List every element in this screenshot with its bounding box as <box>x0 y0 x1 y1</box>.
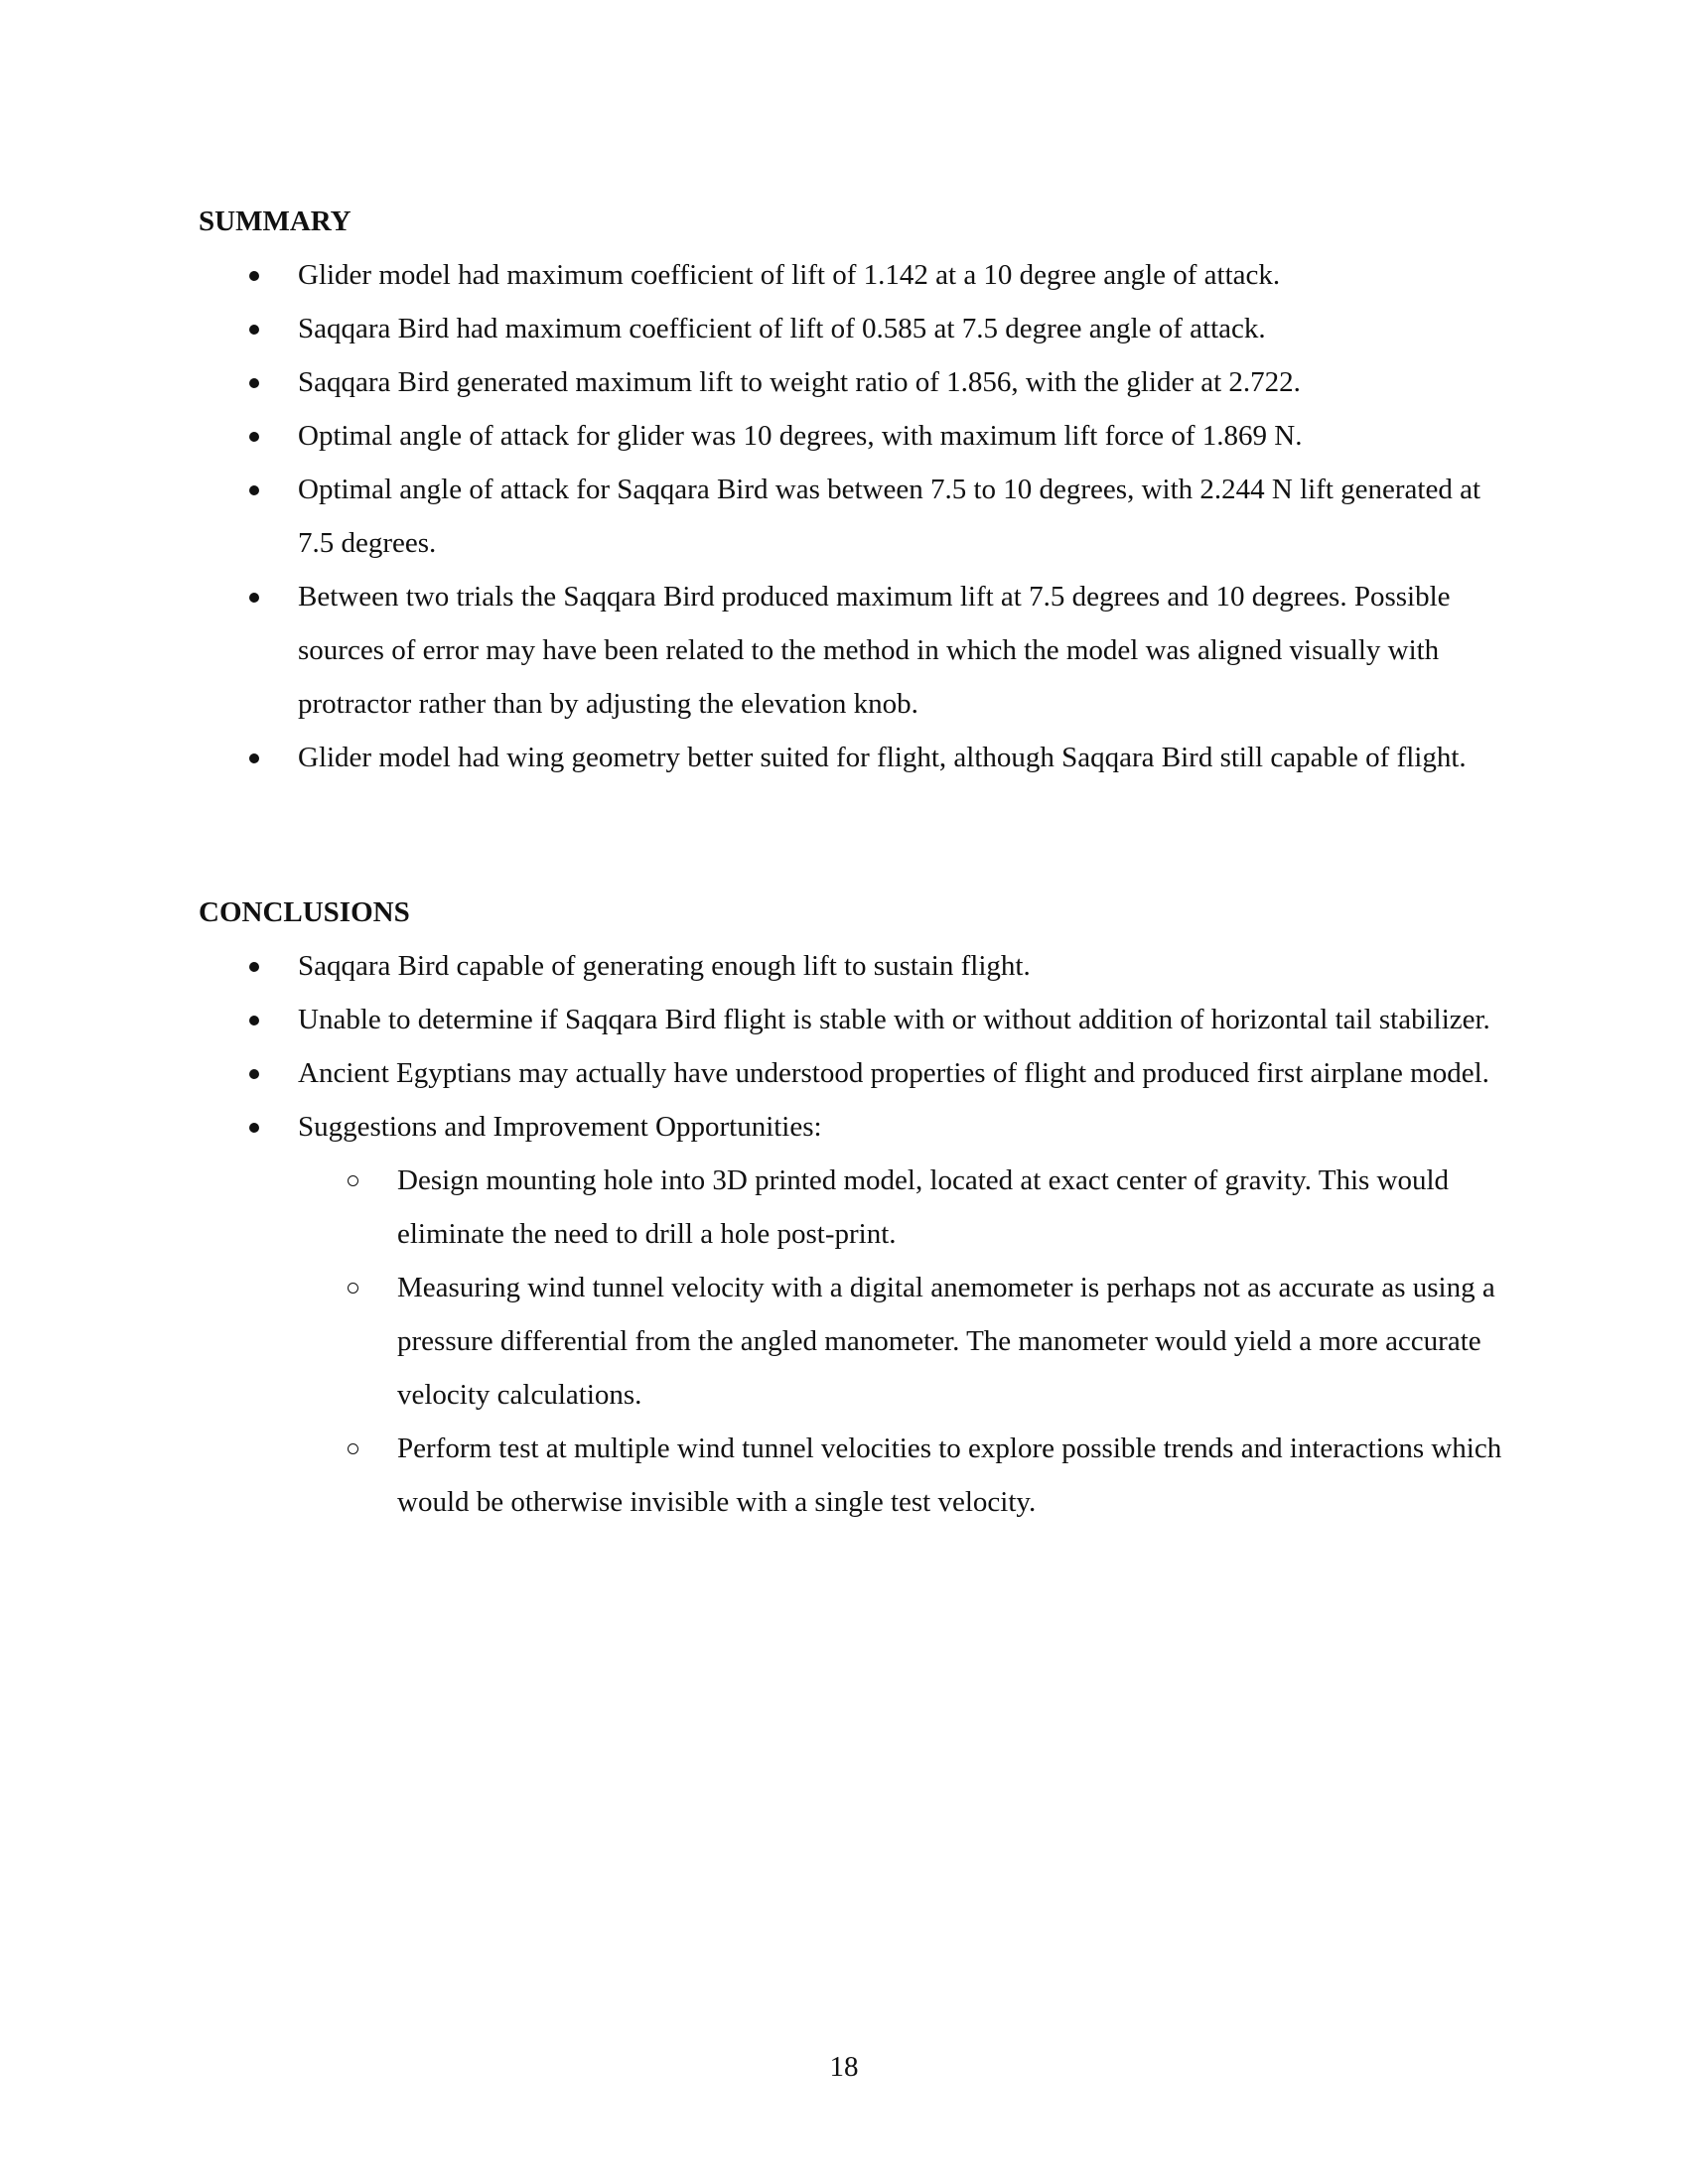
summary-heading: SUMMARY <box>199 205 352 237</box>
list-item-text: Saqqara Bird capable of generating enough lift to sustain flight. <box>298 950 1031 982</box>
page-number: 18 <box>829 2051 859 2083</box>
list-item <box>199 993 1509 1046</box>
list-item <box>199 409 1509 463</box>
sub-list-item <box>298 1154 1509 1261</box>
suggestions-list <box>298 1154 1509 1529</box>
hollow-circle-bullet-icon <box>348 1283 358 1294</box>
list-item <box>199 463 1509 570</box>
bullet-icon <box>249 485 259 495</box>
bullet-icon <box>249 1123 259 1133</box>
list-item <box>199 570 1509 731</box>
list-item <box>199 355 1509 409</box>
list-item-text: Saqqara Bird generated maximum lift to weight ratio of 1.856, with the glider at 2.722. <box>298 366 1301 398</box>
bullet-icon <box>249 325 259 335</box>
sub-list-item <box>298 1422 1509 1529</box>
bullet-icon <box>249 378 259 388</box>
bullet-icon <box>249 593 259 603</box>
list-item-text: Saqqara Bird had maximum coefficient of lift of 0.585 at 7.5 degree angle of attack. <box>298 313 1266 344</box>
sub-list-item-text: Perform test at multiple wind tunnel velocities to explore possible trends and interactions which would be otherwise invisible with a single test velocity. <box>397 1433 1502 1518</box>
sub-list-item <box>298 1261 1509 1422</box>
conclusions-heading: CONCLUSIONS <box>199 896 410 928</box>
list-item <box>199 302 1509 355</box>
list-item-text: Suggestions and Improvement Opportunities: <box>298 1111 822 1143</box>
bullet-icon <box>249 271 259 281</box>
summary-list <box>199 248 1509 784</box>
list-item-text: Unable to determine if Saqqara Bird flight is stable with or without addition of horizontal tail stabilizer. <box>298 1004 1490 1035</box>
conclusions-section <box>199 886 1509 1529</box>
hollow-circle-bullet-icon <box>348 1175 358 1186</box>
bullet-icon <box>249 753 259 763</box>
list-item-text: Ancient Egyptians may actually have understood properties of flight and produced first airplane model. <box>298 1057 1489 1089</box>
sub-list-item-text: Measuring wind tunnel velocity with a digital anemometer is perhaps not as accurate as using a pressure differential from the angled manometer. The manometer would yield a more accurate velocity calculations. <box>397 1272 1495 1411</box>
list-item <box>199 1046 1509 1100</box>
list-item-text: Glider model had wing geometry better suited for flight, although Saqqara Bird still capable of flight. <box>298 742 1467 773</box>
list-item-text: Glider model had maximum coefficient of lift of 1.142 at a 10 degree angle of attack. <box>298 259 1281 291</box>
list-item <box>199 731 1509 784</box>
sub-list-item-text: Design mounting hole into 3D printed model, located at exact center of gravity. This would eliminate the need to drill a hole post-print. <box>397 1164 1450 1250</box>
hollow-circle-bullet-icon <box>348 1443 358 1454</box>
bullet-icon <box>249 1016 259 1025</box>
list-item <box>199 248 1509 302</box>
list-item-text: Optimal angle of attack for glider was 10 degrees, with maximum lift force of 1.869 N. <box>298 420 1303 452</box>
bullet-icon <box>249 432 259 442</box>
list-item <box>199 1100 1509 1529</box>
conclusions-list <box>199 939 1509 1529</box>
bullet-icon <box>249 1069 259 1079</box>
list-item-text: Between two trials the Saqqara Bird produced maximum lift at 7.5 degrees and 10 degrees. Possible sources of error may have been related to the method in which the model was aligned visually with protractor rather than by adjusting the elevation knob. <box>298 581 1451 720</box>
list-item-text: Optimal angle of attack for Saqqara Bird was between 7.5 to 10 degrees, with 2.244 N lift generated at 7.5 degrees. <box>298 474 1481 559</box>
bullet-icon <box>249 962 259 972</box>
summary-section <box>199 195 1509 784</box>
list-item <box>199 939 1509 993</box>
